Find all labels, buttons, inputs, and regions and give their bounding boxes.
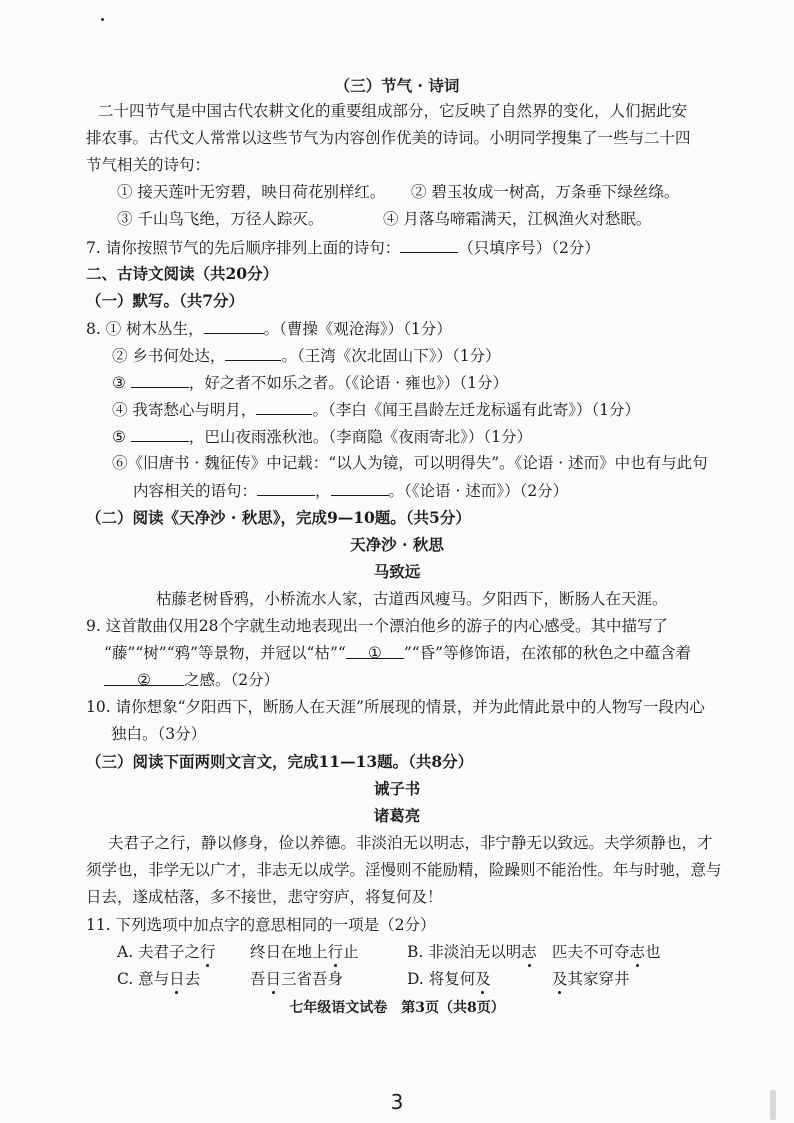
poem-2: ② 碧玉妆成一树高，万条垂下绿丝绦。 bbox=[411, 183, 680, 201]
q8-1-suffix: 。（曹操《观沧海》）（1分） bbox=[263, 320, 452, 338]
section-title: （三）节气 · 诗词 bbox=[334, 76, 460, 95]
option-b-compare-end: 也 bbox=[645, 943, 661, 961]
intro-line-1: 二十四节气是中国古代农耕文化的重要组成部分，它反映了自然界的变化，人们据此安 bbox=[98, 102, 688, 120]
question-10-line-1: 10. 请你想象“夕阳西下，断肠人在天涯”所展现的情景，并为此情此景中的人物写一段内心 bbox=[86, 698, 705, 716]
intro-line-3: 节气相关的诗句： bbox=[86, 156, 211, 174]
dotted-char: 及 bbox=[475, 970, 491, 988]
section-2-title: （二）阅读《天净沙 · 秋思》，完成9—10题。（共5分） bbox=[86, 508, 471, 527]
question-7-note: （只填序号）（2分） bbox=[458, 239, 600, 257]
option-c-compare-end: 三省吾身 bbox=[281, 970, 344, 988]
answer-blank[interactable] bbox=[204, 318, 264, 334]
option-a-compare: 终日在地上 bbox=[250, 943, 328, 961]
question-8-3 bbox=[112, 372, 508, 393]
answer-blank[interactable] bbox=[225, 345, 281, 361]
question-8-1 bbox=[86, 318, 452, 339]
option-a-second bbox=[250, 942, 359, 962]
q8-4-prefix: ④ 我寄愁心与明月， bbox=[112, 401, 257, 419]
option-c-second bbox=[250, 969, 343, 989]
question-8-6-line-1: ⑥《旧唐书 · 魏征传》中记载：“以人为镜，可以明得失”。《论语 · 述而》中也有与此句 bbox=[112, 454, 708, 472]
option-b-compare: 匹夫不可夺 bbox=[552, 943, 630, 961]
option-c-compare: 吾 bbox=[250, 970, 266, 988]
section-3-title: （三）阅读下面两则文言文，完成11—13题。（共8分） bbox=[86, 752, 474, 771]
scan-speck bbox=[101, 18, 104, 21]
question-8-4 bbox=[112, 399, 640, 420]
question-9-line-3 bbox=[104, 670, 279, 690]
answer-blank[interactable] bbox=[131, 426, 189, 442]
text-author: 诸葛亮 bbox=[373, 806, 421, 825]
option-a-first bbox=[117, 942, 216, 962]
question-10-line-2: 独白。（3分） bbox=[111, 725, 207, 743]
q8-6-prefix: 内容相关的语句： bbox=[133, 482, 258, 500]
section-1-title: （一）默写。（共7分） bbox=[86, 291, 245, 310]
dotted-char: 及 bbox=[552, 970, 568, 988]
option-b-second bbox=[552, 942, 661, 962]
text-title: 诫子书 bbox=[373, 779, 421, 798]
q8-2-prefix: ② 乡书何处达， bbox=[112, 347, 226, 365]
q8-5-prefix: ⑤ bbox=[112, 428, 126, 446]
poem-1: ① 接天莲叶无穷碧，映日荷花别样红。 bbox=[117, 183, 386, 201]
dotted-char: 志 bbox=[521, 943, 537, 961]
option-c-text: C. 意与 bbox=[117, 970, 170, 988]
q8-2-suffix: 。（王湾《次北固山下》）（1分） bbox=[281, 347, 501, 365]
option-a-compare-end: 止 bbox=[343, 943, 359, 961]
question-8-6-line-2 bbox=[133, 480, 568, 501]
option-d-first bbox=[407, 969, 491, 989]
q8-6-suffix: 。（《论语 · 述而》）（2分） bbox=[388, 482, 569, 500]
page-footer: 七年级语文试卷 第3页（共8页） bbox=[289, 1000, 505, 1016]
question-7 bbox=[86, 237, 600, 258]
poem-4: ④ 月落乌啼霜满天，江枫渔火对愁眠。 bbox=[383, 210, 652, 228]
option-b-text: B. 非淡泊无以明 bbox=[407, 943, 522, 961]
classical-line-2: 须学也，非学无以广才，非志无以成学。淫慢则不能励精，险躁则不能治性。年与时驰，意与 bbox=[86, 861, 722, 879]
option-c-first bbox=[117, 969, 200, 989]
question-8-5 bbox=[112, 426, 532, 447]
q8-1-prefix: 8. ① 树木丛生， bbox=[86, 320, 204, 338]
answer-blank[interactable] bbox=[331, 480, 389, 496]
option-d-second bbox=[552, 969, 630, 989]
dotted-char: 行 bbox=[327, 943, 344, 961]
question-11-stem: 11. 下列选项中加点字的意思相同的一项是（2分） bbox=[86, 916, 436, 934]
answer-blank[interactable] bbox=[400, 237, 458, 253]
option-a-text: A. 夫君子之 bbox=[117, 943, 201, 961]
classical-line-3: 日去，遂成枯落，多不接世，悲守穷庐，将复何及！ bbox=[86, 888, 443, 906]
q9-line-3-suffix: 之感。（2分） bbox=[184, 671, 280, 689]
q8-5-suffix: ，巴山夜雨涨秋池。（李商隐《夜雨寄北》）（1分） bbox=[188, 428, 532, 446]
page-number: 3 bbox=[390, 1090, 404, 1114]
answer-blank[interactable] bbox=[131, 372, 189, 388]
answer-blank[interactable] bbox=[256, 399, 312, 415]
scan-edge-mark bbox=[770, 1090, 776, 1120]
question-9-line-1: 9. 这首散曲仅用28个字就生动地表现出一个漂泊他乡的游子的内心感受。其中描写了 bbox=[86, 617, 668, 635]
dotted-char: 日 bbox=[265, 970, 282, 988]
option-d-compare-end: 其家穿井 bbox=[567, 970, 630, 988]
option-b-first bbox=[407, 942, 537, 962]
option-c-text-end: 去 bbox=[184, 970, 201, 988]
poem-text: 枯藤老树昏鸦，小桥流水人家，古道西风瘦马。夕阳西下，断肠人在天涯。 bbox=[156, 590, 668, 608]
q9-suffix: ”“昏”等修饰语，在浓郁的秋色之中蕴含着 bbox=[403, 644, 692, 662]
dotted-char: 行 bbox=[200, 943, 216, 961]
poem-3: ③ 千山鸟飞绝，万径人踪灭。 bbox=[117, 210, 324, 228]
q8-4-suffix: 。（李白《闻王昌龄左迁龙标遥有此寄》）（1分） bbox=[312, 401, 641, 419]
question-9-line-2 bbox=[104, 643, 691, 663]
q8-3-suffix: ，好之者不如乐之者。（《论语 · 雍也》）（1分） bbox=[188, 374, 508, 392]
poem-author: 马致远 bbox=[373, 562, 421, 581]
poem-title: 天净沙 · 秋思 bbox=[350, 535, 444, 554]
q9-prefix: “藤”“树”“鸦”等景物，并冠以“枯”“ bbox=[104, 644, 346, 662]
answer-blank[interactable] bbox=[257, 480, 315, 496]
answer-blank-2[interactable]: ② bbox=[104, 670, 184, 686]
intro-line-2: 排农事。古代文人常常以这些节气为内容创作优美的诗词。小明同学搜集了一些与二十四 bbox=[86, 129, 691, 147]
question-7-text: 7. 请你按照节气的先后顺序排列上面的诗句： bbox=[86, 239, 401, 257]
dotted-char: 日 bbox=[169, 970, 185, 988]
q8-3-prefix: ③ bbox=[112, 374, 126, 392]
q8-6-comma: ， bbox=[315, 482, 331, 500]
dotted-char: 志 bbox=[629, 943, 646, 961]
answer-blank-1[interactable]: ① bbox=[346, 643, 404, 659]
part-2-title: 二、古诗文阅读（共20分） bbox=[86, 264, 279, 283]
option-d-text: D. 将复何 bbox=[407, 970, 476, 988]
classical-line-1: 夫君子之行，静以修身，俭以养德。非淡泊无以明志，非宁静无以致远。夫学须静也，才 bbox=[108, 834, 713, 852]
question-8-2 bbox=[112, 345, 501, 366]
